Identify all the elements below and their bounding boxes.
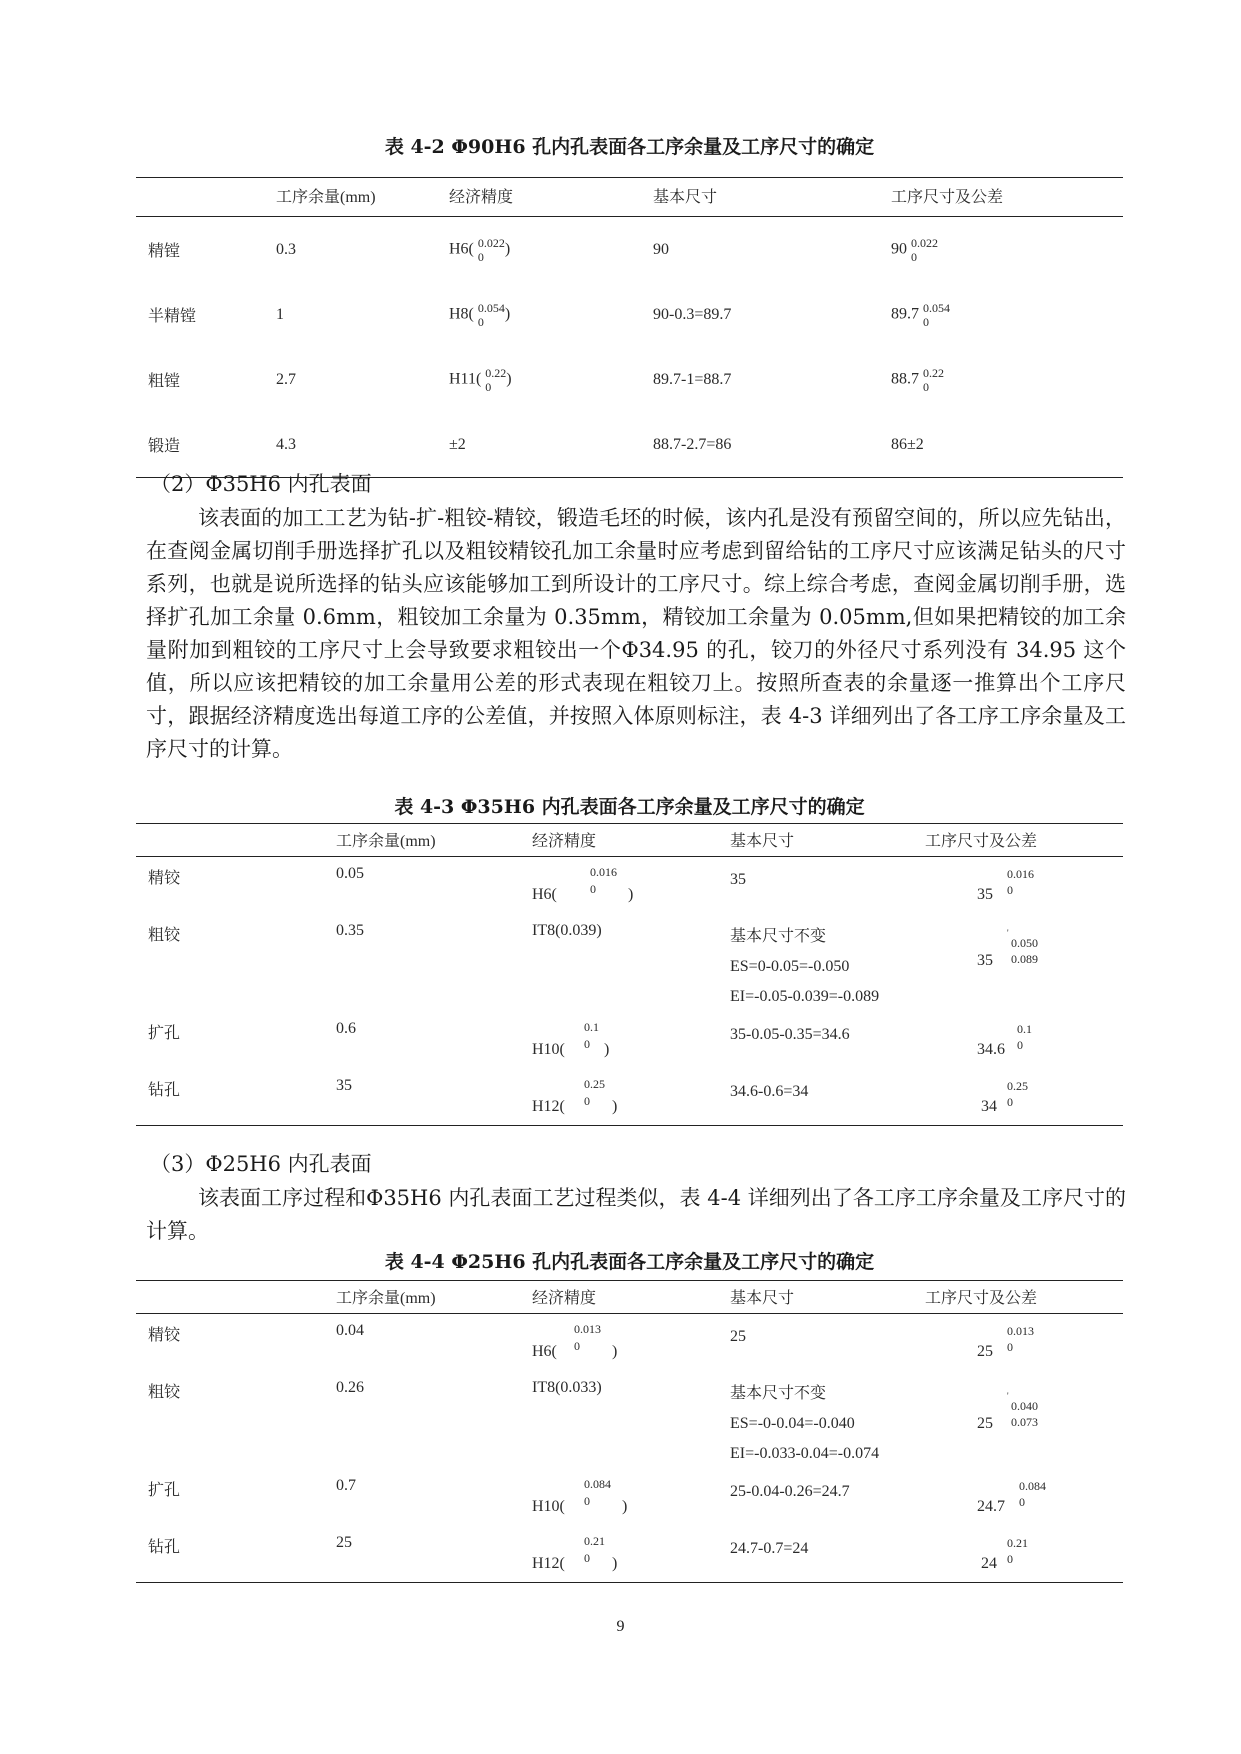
grade-label: H6( [449, 240, 474, 258]
header-cell [136, 1281, 336, 1314]
grade-close: ) [612, 1343, 618, 1360]
lower-deviation: 0 [584, 1550, 590, 1565]
final-size-with-tolerance [925, 865, 1045, 907]
basic-size-cell [730, 1012, 925, 1069]
upper-deviation: 0.050 [1011, 935, 1038, 950]
lower-deviation: 0 [1007, 1094, 1013, 1109]
table-4-4-caption: 表 4-4 Φ25H6 孔内孔表面各工序余量及工序尺寸的确定 [384, 1251, 875, 1273]
table-header-row [136, 1281, 1123, 1314]
upper-deviation: 0.013 [1007, 1324, 1034, 1338]
basic-size-line: 24.7-0.7=24 [730, 1539, 809, 1557]
final-size-cell [925, 1371, 1123, 1469]
allowance-cell: 0.04 [336, 1322, 364, 1339]
final-size-with-tolerance [925, 1391, 1045, 1435]
final-size-cell [925, 1526, 1123, 1583]
header-cell [136, 824, 336, 857]
basic-size-cell: 89.7-1=88.7 [653, 370, 732, 388]
final-size: 88.7 [891, 370, 919, 388]
basic-size-line: 基本尺寸不变 [730, 927, 827, 945]
upper-deviation: 0.016 [1007, 867, 1034, 881]
step-cell: 扩孔 [148, 1481, 181, 1499]
basic-size-cell: 90-0.3=89.7 [653, 305, 732, 323]
tolerance-stack [478, 236, 505, 264]
grade-close: ) [612, 1554, 618, 1572]
grade-with-tolerance [532, 1020, 652, 1062]
step-cell: 粗铰 [148, 1383, 181, 1401]
table-4-4 [136, 1280, 1123, 1583]
tolerance-tick: ' [1007, 927, 1009, 938]
final-size-with-tolerance [925, 928, 1045, 972]
header-cell: 基本尺寸 [730, 1281, 925, 1314]
allowance-cell: 0.7 [336, 1476, 356, 1494]
step-cell: 粗铰 [148, 926, 181, 944]
upper-deviation: 0.054 [923, 300, 950, 315]
header-cell: 经济精度 [532, 1281, 730, 1314]
grade-close: ) [604, 1040, 610, 1058]
lower-deviation: 0 [485, 379, 492, 394]
lower-deviation: 0 [574, 1339, 580, 1353]
upper-deviation: 0.25 [584, 1076, 605, 1091]
allowance-cell: 0.3 [276, 240, 296, 258]
final-size-with-tolerance [925, 1477, 1045, 1519]
tolerance-stack [478, 301, 505, 329]
header-cell: 基本尺寸 [653, 178, 891, 217]
final-size-cell [891, 282, 1123, 347]
header-cell: 经济精度 [532, 824, 730, 857]
table-4-2 [136, 177, 1123, 478]
upper-deviation: 0.022 [477, 235, 505, 250]
upper-deviation: 0.013 [574, 1322, 601, 1336]
basic-size-cell [730, 1069, 925, 1126]
upper-deviation: 0.1 [1017, 1021, 1032, 1036]
grade-label: H10( [532, 1497, 565, 1515]
step-cell: 扩孔 [148, 1024, 181, 1042]
table-row [136, 1314, 1123, 1371]
final-size: 25 [977, 1343, 993, 1360]
final-size: 24 [981, 1554, 997, 1572]
upper-deviation: 0.25 [1007, 1078, 1028, 1093]
allowance-cell: 25 [336, 1533, 352, 1551]
tolerance-stack [923, 301, 950, 329]
final-size: 35 [977, 951, 993, 969]
lower-deviation: 0 [1007, 883, 1013, 897]
grade-cell [532, 1069, 730, 1126]
grade-label: H11( [449, 370, 482, 388]
grade-with-tolerance [532, 1534, 652, 1576]
basic-size-cell: 88.7-2.7=86 [653, 435, 732, 453]
lower-deviation: 0 [590, 882, 596, 896]
grade-close: ) [504, 305, 511, 323]
header-cell: 工序尺寸及公差 [925, 824, 1123, 857]
header-cell: 工序尺寸及公差 [925, 1281, 1123, 1314]
allowance-cell: 2.7 [276, 370, 296, 388]
header-cell: 工序余量(mm) [336, 1281, 532, 1314]
allowance-cell: 0.26 [336, 1378, 364, 1396]
lower-deviation: 0 [1007, 1551, 1013, 1566]
final-size: 34.6 [977, 1040, 1005, 1058]
table-row [136, 1069, 1123, 1126]
table-row [136, 914, 1123, 1012]
header-cell: 经济精度 [449, 178, 653, 217]
grade-cell [532, 857, 730, 914]
basic-size-cell [730, 1469, 925, 1526]
basic-size-cell [730, 1314, 925, 1371]
basic-size-line: ES=0-0.05=-0.050 [730, 957, 850, 975]
basic-size-cell [730, 1371, 925, 1469]
table-row [136, 1526, 1123, 1583]
grade-label: H6( [532, 1343, 557, 1360]
lower-deviation: 0 [923, 379, 929, 394]
step-cell: 半精镗 [148, 308, 197, 325]
table-header-row [136, 178, 1123, 217]
step-cell: 精铰 [148, 870, 181, 887]
section-2-heading: （2）Φ35H6 内孔表面 [150, 472, 372, 496]
grade-cell [532, 1469, 730, 1526]
lower-deviation: 0 [584, 1036, 590, 1051]
grade-with-tolerance [532, 865, 652, 907]
final-size: 24.7 [977, 1497, 1005, 1515]
grade-close: ) [612, 1097, 618, 1115]
basic-size-line: 35-0.05-0.35=34.6 [730, 1025, 850, 1043]
allowance-cell: 0.35 [336, 921, 364, 939]
table-row [136, 1469, 1123, 1526]
lower-deviation: 0 [1019, 1494, 1025, 1509]
tolerance-tick: ' [1007, 1390, 1009, 1401]
basic-size-cell [730, 914, 925, 1012]
final-size-cell [925, 1069, 1123, 1126]
final-size: 25 [977, 1414, 993, 1432]
grade-cell: ±2 [449, 435, 466, 453]
grade-with-tolerance [532, 1077, 652, 1119]
final-size: 90 [891, 240, 907, 258]
basic-size-line: 基本尺寸不变 [730, 1384, 827, 1402]
table-4-3 [136, 823, 1123, 1126]
basic-size-line: EI=-0.033-0.04=-0.074 [730, 1444, 880, 1462]
allowance-cell: 4.3 [276, 435, 296, 453]
header-cell: 工序余量(mm) [276, 178, 449, 217]
step-cell: 精镗 [148, 243, 181, 260]
step-cell: 粗镗 [148, 373, 181, 390]
lower-deviation: 0 [477, 249, 484, 264]
table-header-row [136, 824, 1123, 857]
table-row [136, 1012, 1123, 1069]
grade-cell [532, 1012, 730, 1069]
section-2-paragraph: 该表面的加工工艺为钻-扩-粗铰-精铰，锻造毛坯的时候，该内孔是没有预留空间的，所以应先钻出，在查阅金属切削手册选择扩孔以及粗铰精铰孔加工余量时应考虑到留给钻的工序尺寸应该满足钻头的尺寸系列，也就是说所选择的钻头应该能够加工到所设计的工序尺寸。综上综合考虑，查阅金属切削手册，选择扩孔加工余量 0.6mm，粗铰加工余量为 0.35mm，精铰加工余量为 0.05mm,但如果把精铰的加工余量附加到粗铰的工序尺寸上会导致要求粗铰出一个Φ34.95 的孔，铰刀的外径尺寸系列没有 34.95 这个值，所以应该把精铰的加工余量用公差的形式表现在粗铰刀上。按照所查表的余量逐一推算出个工序尺寸，跟据经济精度选出每道工序的公差值，并按照入体原则标注，表 4-3 详细列出了各工序工序余量及工序尺寸的计算。 [146, 506, 1126, 761]
grade-cell [532, 1314, 730, 1371]
header-cell: 基本尺寸 [730, 824, 925, 857]
basic-size-cell: 90 [653, 240, 669, 258]
upper-deviation: 0.1 [584, 1019, 599, 1034]
step-cell: 钻孔 [148, 1538, 181, 1556]
step-cell: 钻孔 [148, 1081, 181, 1099]
final-size-cell [925, 1469, 1123, 1526]
lower-deviation: 0.089 [1011, 951, 1038, 966]
section-3-heading: （3）Φ25H6 内孔表面 [150, 1152, 372, 1176]
lower-deviation: 0 [1007, 1340, 1013, 1354]
lower-deviation: 0 [1017, 1037, 1023, 1052]
header-cell: 工序余量(mm) [336, 824, 532, 857]
grade-cell: IT8(0.039) [532, 921, 602, 939]
tolerance-stack [485, 366, 506, 394]
upper-deviation: 0.21 [584, 1533, 605, 1548]
grade-label: H10( [532, 1040, 565, 1058]
final-size-cell [925, 857, 1123, 914]
table-4-2-caption: 表 4-2 Φ90H6 孔内孔表面各工序余量及工序尺寸的确定 [384, 136, 875, 158]
page-number: 9 [616, 1618, 625, 1635]
final-size: 89.7 [891, 305, 919, 323]
upper-deviation: 0.084 [1019, 1478, 1046, 1493]
lower-deviation: 0 [584, 1493, 590, 1508]
table-row [136, 412, 1123, 478]
final-size-with-tolerance [925, 1077, 1045, 1119]
table-row [136, 282, 1123, 347]
grade-cell [449, 217, 653, 283]
grade-label: H6( [532, 886, 557, 903]
allowance-cell: 35 [336, 1076, 352, 1094]
basic-size-cell [730, 857, 925, 914]
step-cell: 精铰 [148, 1327, 181, 1344]
final-size: 34 [981, 1097, 997, 1115]
final-size-with-tolerance [925, 1322, 1045, 1364]
lower-deviation: 0 [911, 249, 917, 264]
grade-label: H8( [449, 305, 474, 323]
header-cell: 工序尺寸及公差 [891, 178, 1123, 217]
step-cell: 锻造 [148, 438, 181, 455]
final-size-cell [891, 347, 1123, 412]
basic-size-line: 35 [730, 871, 746, 888]
final-size-cell [891, 217, 1123, 283]
final-size: 35 [977, 886, 993, 903]
basic-size-line: 25 [730, 1328, 746, 1345]
upper-deviation: 0.084 [584, 1476, 611, 1491]
grade-cell [449, 347, 653, 412]
lower-deviation: 0 [584, 1093, 590, 1108]
grade-cell [449, 282, 653, 347]
lower-deviation: 0 [477, 314, 484, 329]
table-row [136, 1371, 1123, 1469]
table-row [136, 217, 1123, 283]
grade-close: ) [628, 886, 634, 903]
tolerance-stack [911, 236, 938, 264]
final-size-cell [925, 1314, 1123, 1371]
grade-cell [532, 1526, 730, 1583]
upper-deviation: 0.21 [1007, 1535, 1028, 1550]
upper-deviation: 0.022 [911, 235, 938, 250]
allowance-cell: 0.05 [336, 865, 364, 882]
grade-close: ) [506, 370, 512, 388]
grade-cell: IT8(0.033) [532, 1378, 602, 1396]
tolerance-stack [923, 366, 944, 394]
basic-size-cell [730, 1526, 925, 1583]
basic-size-line: 25-0.04-0.26=24.7 [730, 1482, 850, 1500]
basic-size-line: EI=-0.05-0.039=-0.089 [730, 987, 880, 1005]
basic-size-line: 34.6-0.6=34 [730, 1082, 809, 1100]
upper-deviation: 0.22 [485, 365, 507, 380]
table-row [136, 857, 1123, 914]
allowance-cell: 1 [276, 305, 284, 323]
allowance-cell: 0.6 [336, 1019, 356, 1037]
final-size-cell [925, 914, 1123, 1012]
final-size-with-tolerance [925, 1020, 1045, 1062]
grade-label: H12( [532, 1554, 565, 1572]
grade-label: H12( [532, 1097, 565, 1115]
final-size-with-tolerance [925, 1534, 1045, 1576]
final-size-cell: 86±2 [891, 435, 924, 453]
section-3-paragraph: 该表面工序过程和Φ35H6 内孔表面工艺过程类似，表 4-4 详细列出了各工序工序余量及工序尺寸的计算。 [146, 1186, 1126, 1243]
final-size-cell [925, 1012, 1123, 1069]
basic-size-line: ES=-0-0.04=-0.040 [730, 1414, 855, 1432]
table-4-3-caption: 表 4-3 Φ35H6 内孔表面各工序余量及工序尺寸的确定 [394, 796, 865, 818]
table-row [136, 347, 1123, 412]
lower-deviation: 0 [923, 314, 929, 329]
upper-deviation: 0.016 [590, 865, 617, 879]
grade-with-tolerance [532, 1477, 652, 1519]
grade-close: ) [622, 1497, 628, 1515]
header-cell [136, 178, 276, 217]
grade-close: ) [504, 240, 511, 258]
lower-deviation: 0.073 [1011, 1414, 1038, 1429]
grade-with-tolerance [532, 1322, 652, 1364]
upper-deviation: 0.040 [1011, 1398, 1038, 1413]
upper-deviation: 0.054 [477, 300, 505, 315]
upper-deviation: 0.22 [923, 365, 944, 380]
